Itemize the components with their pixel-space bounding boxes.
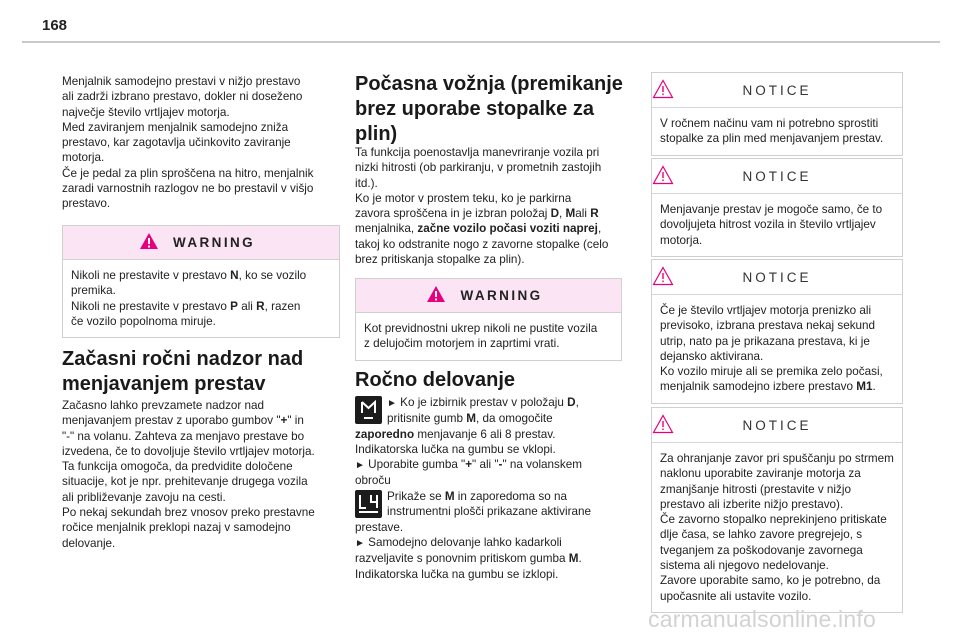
notice-box — [651, 407, 903, 613]
text-line: itd.). — [355, 176, 378, 190]
text-line: takoj ko odstranite nogo z zavorne stopalke (celo — [355, 237, 609, 251]
text-line: Če je število vrtljajev motorja prenizko ali — [660, 304, 872, 317]
warning-triangle-icon — [139, 232, 159, 250]
text-line: Če je pedal za plin sproščena na hitro, menjalnik — [62, 166, 314, 180]
text-line: Menjavanje prestav je mogoče samo, če to — [660, 203, 883, 216]
notice-title: NOTICE — [742, 417, 812, 433]
text-line: zmanjšanje hitrosti (prestavite v nižjo — [660, 482, 851, 496]
warning-triangle-icon — [426, 285, 446, 303]
text-line: Kot previdnostni ukrep nikoli ne pustite vozila — [364, 322, 598, 335]
notice-text — [652, 194, 902, 256]
manual-mode-body — [355, 395, 605, 582]
heading-line: Počasna vožnja (premikanje — [355, 73, 623, 95]
notice-title: NOTICE — [742, 269, 812, 285]
text-run-bold: M — [466, 412, 477, 426]
arrow-bullet: ► — [355, 460, 365, 472]
text-run-bold: M1 — [856, 380, 873, 394]
text-line: zaradi varnostnih razlogov ne bo prestavil v višjo — [62, 182, 314, 196]
text-run: . — [872, 380, 876, 394]
text-run: , — [575, 396, 579, 409]
text-line: prestavo ali izberite nižjo prestavo). — [660, 497, 844, 511]
text-run: . — [578, 552, 582, 566]
text-line: delovanje. — [62, 536, 116, 550]
text-line: Po nekaj sekundah brez vnosov preko prestavne — [62, 506, 315, 520]
warning-box — [62, 225, 340, 338]
text-run: razveljavite s ponovnim pritiskom gumba — [355, 552, 569, 566]
text-run-bold: + — [280, 414, 288, 428]
manual-mode-button-icon — [355, 396, 382, 424]
text-line: "-" na volanu. Zahteva za menjavo prestave bo — [62, 429, 305, 443]
notice-title: NOTICE — [742, 82, 812, 98]
notice-text — [652, 443, 902, 612]
notice-header — [652, 260, 902, 295]
notice-header — [652, 73, 902, 108]
notice-header — [652, 159, 902, 194]
text-run-bold: D — [550, 207, 560, 221]
notice-box — [651, 72, 903, 156]
section-body — [62, 398, 352, 551]
text-line: instrumentni plošči prikazane aktivirane — [387, 505, 591, 519]
text-line: motorja. — [660, 233, 703, 247]
text-line: utrip, nato pa je prikazana prestava, ki je — [660, 334, 870, 348]
text-line: Indikatorska lučka na gumbu se izklopi. — [355, 567, 559, 581]
text-line: izvedena, če to dovoljuje število vrtljajev motorja. — [62, 444, 315, 458]
text-line: V ročnem načinu vam ni potrebno sprostiti — [660, 117, 879, 130]
arrow-bullet: ► — [387, 398, 397, 409]
warning-title: WARNING — [172, 235, 256, 250]
section-body — [355, 145, 635, 267]
text-run: , ko se vozilo — [238, 269, 307, 282]
text-run: ali — [575, 207, 591, 221]
text-run: Samodejno delovanje lahko kadarkoli — [364, 536, 562, 550]
text-line — [355, 206, 635, 221]
heading-line: plin) — [355, 123, 398, 145]
text-run-bold: M — [568, 552, 579, 566]
notice-triangle-icon — [652, 414, 674, 434]
text-line: če vozilo popolnoma miruje. — [71, 314, 216, 328]
header-rule — [22, 41, 940, 43]
text-run: Prikaže se — [387, 489, 445, 503]
text-line: Ko je motor v prostem teku, ko je parkirna — [355, 191, 572, 205]
text-run: menjavanjem prestav z uporabo gumbov " — [62, 414, 281, 428]
warning-title: WARNING — [460, 288, 543, 303]
warning-box — [355, 278, 622, 361]
text-line: nizki hitrosti (ob parkiranju, v prometnih zastojih — [355, 161, 602, 175]
text-line: previsoko, izbrana prestava nekaj sekund — [660, 319, 876, 333]
text-run: Uporabite gumba " — [364, 458, 466, 472]
warning-text — [356, 313, 621, 360]
notice-box — [651, 158, 903, 257]
text-line — [355, 457, 605, 473]
text-line: stopalke za plin med menjavanjem prestav. — [660, 132, 884, 146]
text-line: Indikatorska lučka na gumbu se vklopi. — [355, 442, 556, 456]
warning-header — [63, 226, 339, 260]
text-run-bold: zaporedno — [355, 427, 415, 441]
text-run: menjalnik samodejno izbere prestavo — [660, 380, 857, 394]
text-line: Če zavorno stopalko neprekinjeno pritiskate — [660, 513, 887, 527]
text-line: Menjalnik samodejno prestavi v nižjo prestavo — [62, 75, 301, 88]
text-run-bold: D — [567, 396, 576, 409]
text-line: Ta funkcija omogoča, da predvidite določene — [62, 460, 293, 474]
text-line — [355, 427, 605, 442]
text-line — [355, 489, 605, 504]
text-run: Nikoli ne prestavite v prestavo — [71, 299, 231, 313]
text-run-bold: M — [565, 207, 576, 221]
notice-title: NOTICE — [742, 168, 812, 184]
watermark: carmanualsonline.info — [648, 606, 876, 632]
text-line: ali zadrži izbrano prestavo, dokler ni doseženo — [62, 90, 303, 104]
heading-line: brez uporabe stopalke za — [355, 98, 594, 120]
text-run-bold: N — [230, 269, 239, 282]
page-number: 168 — [42, 17, 68, 34]
text-line: premika. — [71, 284, 116, 298]
text-run: in zaporedoma so na — [454, 489, 567, 503]
text-run: " ali " — [472, 458, 499, 472]
notice-text — [652, 295, 902, 403]
text-run-bold: R — [590, 207, 599, 221]
text-run: , — [559, 207, 566, 221]
text-line — [355, 395, 605, 411]
text-line: Zavore uporabite samo, ko je potrebno, da — [660, 574, 881, 588]
text-line: obroču — [355, 474, 391, 488]
text-line: dlje časa, se lahko zavore pregrejejo, s — [660, 528, 863, 542]
text-run: , — [597, 222, 602, 236]
text-run: Ko je izbirnik prestav v položaju — [396, 396, 568, 409]
text-line: največje število vrtljajev motorja. — [62, 105, 230, 119]
text-run: ali — [237, 299, 257, 313]
text-run: Nikoli ne prestavite v prestavo — [71, 269, 231, 282]
text-line: tveganjem za poškodovanje zavornega — [660, 543, 863, 557]
text-run-bold: začne vozilo počasi voziti naprej — [417, 222, 598, 236]
text-run: " na volanskem — [502, 458, 582, 472]
text-line — [355, 411, 605, 426]
text-run: menjavanje 6 ali 8 prestav. — [414, 427, 556, 441]
notice-box — [651, 259, 903, 404]
text-run-bold: P — [230, 299, 238, 313]
text-line: situacije, kot je npr. prehitevanje drugega vozila — [62, 475, 308, 489]
text-line: prestavo, kar zagotavlja učinkovito zaviranje — [62, 136, 291, 150]
text-line — [660, 379, 896, 394]
text-run-bold: - — [498, 458, 503, 472]
text-run: menjalnika, — [355, 222, 418, 236]
text-line: motorja. — [62, 151, 105, 165]
text-run: " in — [287, 414, 304, 428]
text-run-bold: R — [256, 299, 265, 313]
arrow-bullet: ► — [355, 538, 365, 550]
heading-line: menjavanjem prestav — [62, 373, 266, 395]
text-line — [71, 299, 333, 314]
text-line — [355, 551, 605, 566]
text-line: upočasnite ali ustavite vozilo. — [660, 589, 812, 603]
intro-paragraph — [62, 74, 340, 212]
paddle-shift-display-icon — [355, 490, 382, 518]
text-run: , da omogočite — [476, 412, 553, 426]
text-line: Med zaviranjem menjalnik samodejno zniža — [62, 120, 289, 134]
text-line: sistema ali njegovo nedelovanje. — [660, 559, 829, 573]
text-line: Začasno lahko prevzamete nadzor nad — [62, 399, 265, 412]
section-heading — [355, 72, 635, 147]
text-line: z delujočim motorjem in zaprtimi vrati. — [364, 337, 560, 351]
text-run-bold: + — [465, 458, 473, 472]
text-line: naklonu uporabite zaviranje motorja za — [660, 467, 861, 481]
text-line — [355, 221, 635, 236]
section-heading-2: Ročno delovanje — [355, 369, 516, 391]
text-run: pritisnite gumb — [387, 412, 467, 426]
warning-text — [63, 260, 339, 337]
heading-line: Začasni ročni nadzor nad — [62, 348, 304, 370]
notice-triangle-icon — [652, 79, 674, 99]
text-line: prestave. — [355, 520, 404, 534]
notice-header — [652, 408, 902, 443]
text-line: ali približevanje zavoju na cesti. — [62, 490, 226, 504]
text-line: Ko vozilo miruje ali se premika zelo počasi, — [660, 365, 883, 379]
text-line: dovoljujeta hitrost vozila in število vrtljajev — [660, 218, 876, 232]
warning-header — [356, 279, 621, 313]
text-line: prestavo. — [62, 197, 111, 211]
text-line: ročice menjalnik preklopi nazaj v samodejno — [62, 521, 291, 535]
text-run-bold: M — [444, 489, 455, 503]
notice-triangle-icon — [652, 165, 674, 185]
text-run: , razen — [264, 299, 301, 313]
section-heading — [62, 347, 352, 397]
text-line — [355, 535, 605, 551]
notice-text — [652, 108, 902, 155]
text-line: dejansko aktivirana. — [660, 349, 764, 363]
text-run: zavora sproščena in je izbran položaj — [355, 207, 551, 221]
text-line: Ta funkcija poenostavlja manevriranje vozila pri — [355, 146, 600, 159]
text-line: brez pritiskanja stopalke za plin). — [355, 253, 525, 267]
notice-triangle-icon — [652, 266, 674, 286]
text-line: Za ohranjanje zavor pri spuščanju po strmem — [660, 452, 894, 465]
text-line — [62, 413, 352, 428]
text-line — [71, 268, 333, 283]
